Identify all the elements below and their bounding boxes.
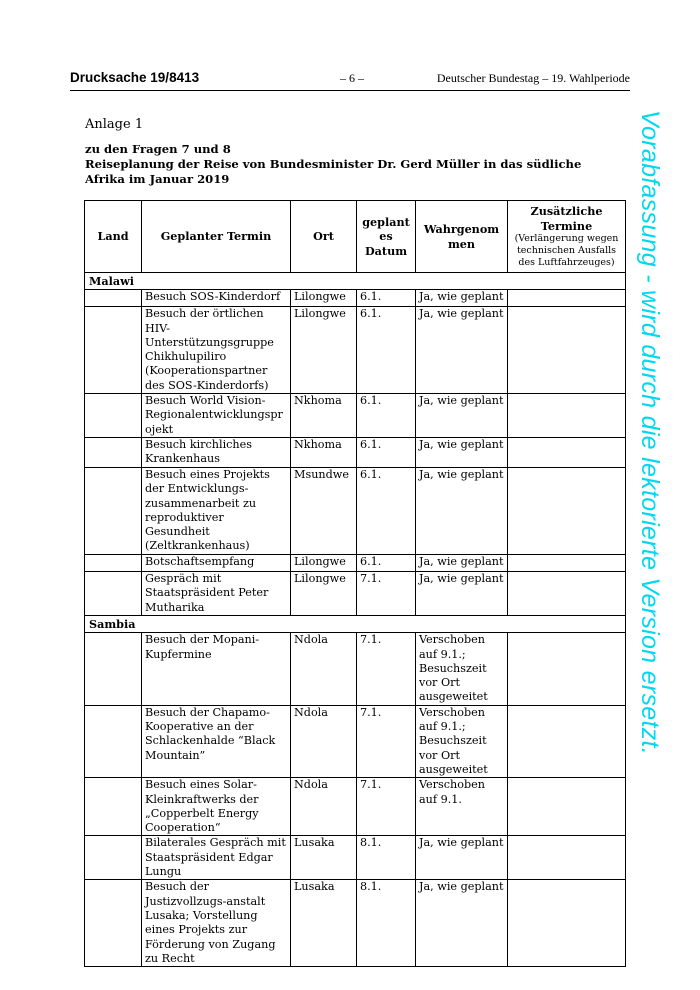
header-land: Land [85,201,142,273]
table-row [85,394,626,438]
cell-land [85,437,142,467]
cell-datum: 8.1. [357,880,416,967]
table-body [85,273,626,967]
cell-ort: Nkhoma [291,394,357,438]
cell-datum: 7.1. [357,705,416,777]
cell-status: Ja, wie geplant [416,290,508,307]
cell-land [85,394,142,438]
cell-land [85,705,142,777]
anlage-title: Anlage 1 [85,117,144,132]
cell-termin: Besuch der Justizvollzugs-anstalt Lusaka; Vorstellung eines Projekts zur Förderung von Zugang zu Recht [142,880,291,967]
drucksache-number: Drucksache 19/8413 [70,70,200,85]
cell-status: Ja, wie geplant [416,880,508,967]
cell-land [85,290,142,307]
table-row [85,571,626,615]
cell-extra [508,467,626,554]
cell-ort: Lilongwe [291,554,357,571]
cell-land [85,633,142,705]
cell-extra [508,394,626,438]
page-header [70,70,630,91]
cell-datum: 8.1. [357,836,416,880]
table-row [85,437,626,467]
table-row [85,705,626,777]
cell-extra [508,554,626,571]
page-number: – 6 – [340,71,364,85]
cell-termin: Besuch kirchliches Krankenhaus [142,437,291,467]
cell-status: Ja, wie geplant [416,571,508,615]
cell-termin: Bilaterales Gespräch mit Staatspräsident Edgar Lungu [142,836,291,880]
cell-datum: 6.1. [357,307,416,394]
watermark: Vorabfassung - wird durch die lektorierte Version ersetzt. [636,110,664,755]
cell-land [85,307,142,394]
section-row [85,615,626,632]
cell-land [85,554,142,571]
table-row [85,467,626,554]
cell-extra [508,705,626,777]
cell-land [85,880,142,967]
cell-ort: Lilongwe [291,571,357,615]
country-label: Malawi [85,273,626,290]
document-subtitle [85,142,625,187]
cell-datum: 6.1. [357,467,416,554]
header-wahrgenommen: Wahrgenommen [416,201,508,273]
cell-termin: Besuch der örtlichen HIV-Unterstützungsgruppe Chikhulupiliro (Kooperationspartner des SOS-Kinderdorfs) [142,307,291,394]
subtitle-line-2: Reiseplanung der Reise von Bundesminister Dr. Gerd Müller in das südliche Afrika im Januar 2019 [85,157,582,186]
table-row [85,633,626,705]
cell-datum: 6.1. [357,290,416,307]
subtitle-line-1: zu den Fragen 7 und 8 [85,142,231,156]
cell-datum: 7.1. [357,778,416,836]
cell-status: Verschoben auf 9.1. [416,778,508,836]
header-zusatz [508,201,626,273]
cell-ort: Lilongwe [291,290,357,307]
header-ort: Ort [291,201,357,273]
cell-ort: Lilongwe [291,307,357,394]
cell-extra [508,437,626,467]
cell-status: Ja, wie geplant [416,554,508,571]
country-label: Sambia [85,615,626,632]
cell-ort: Ndola [291,705,357,777]
cell-status: Ja, wie geplant [416,307,508,394]
cell-ort: Ndola [291,778,357,836]
cell-ort: Msundwe [291,467,357,554]
cell-status: Ja, wie geplant [416,394,508,438]
cell-status: Verschoben auf 9.1.; Besuchszeit vor Ort ausgeweitet [416,705,508,777]
table-row [85,778,626,836]
cell-ort: Lusaka [291,880,357,967]
table-row [85,880,626,967]
table-row [85,554,626,571]
cell-extra [508,633,626,705]
cell-termin: Besuch eines Solar-Kleinkraftwerks der „Copperbelt Energy Cooperation“ [142,778,291,836]
header-bundestag: Deutscher Bundestag – 19. Wahlperiode [436,71,630,85]
cell-datum: 6.1. [357,394,416,438]
cell-extra [508,307,626,394]
cell-termin: Besuch SOS-Kinderdorf [142,290,291,307]
cell-ort: Ndola [291,633,357,705]
cell-extra [508,778,626,836]
cell-land [85,571,142,615]
table-row [85,307,626,394]
cell-termin: Besuch eines Projekts der Entwicklungs-zusammenarbeit zu reproduktiver Gesundheit (Zeltkrankenhaus) [142,467,291,554]
cell-datum: 6.1. [357,437,416,467]
cell-termin: Besuch World Vision-Regionalentwicklungsprojekt [142,394,291,438]
cell-termin: Botschaftsempfang [142,554,291,571]
cell-extra [508,836,626,880]
cell-status: Verschoben auf 9.1.; Besuchszeit vor Ort ausgeweitet [416,633,508,705]
cell-land [85,467,142,554]
header-termin: Geplanter Termin [142,201,291,273]
cell-termin: Besuch der Mopani-Kupfermine [142,633,291,705]
cell-status: Ja, wie geplant [416,437,508,467]
cell-land [85,778,142,836]
cell-status: Ja, wie geplant [416,836,508,880]
cell-extra [508,571,626,615]
cell-extra [508,880,626,967]
cell-ort: Nkhoma [291,437,357,467]
cell-termin: Gespräch mit Staatspräsident Peter Mutharika [142,571,291,615]
header-zusatz-note: (Verlängerung wegen technischen Ausfalls des Luftfahrzeuges) [514,232,619,268]
header-zusatz-title: Zusätzliche Termine [530,204,603,233]
cell-termin: Besuch der Chapamo-Kooperative an der Schlackenhalde “Black Mountain” [142,705,291,777]
cell-land [85,836,142,880]
header-datum: geplantes Datum [357,201,416,273]
travel-schedule-table [84,200,626,967]
table-row [85,836,626,880]
cell-datum: 7.1. [357,571,416,615]
cell-ort: Lusaka [291,836,357,880]
section-row [85,273,626,290]
cell-extra [508,290,626,307]
cell-datum: 6.1. [357,554,416,571]
cell-status: Ja, wie geplant [416,467,508,554]
table-row [85,290,626,307]
cell-datum: 7.1. [357,633,416,705]
